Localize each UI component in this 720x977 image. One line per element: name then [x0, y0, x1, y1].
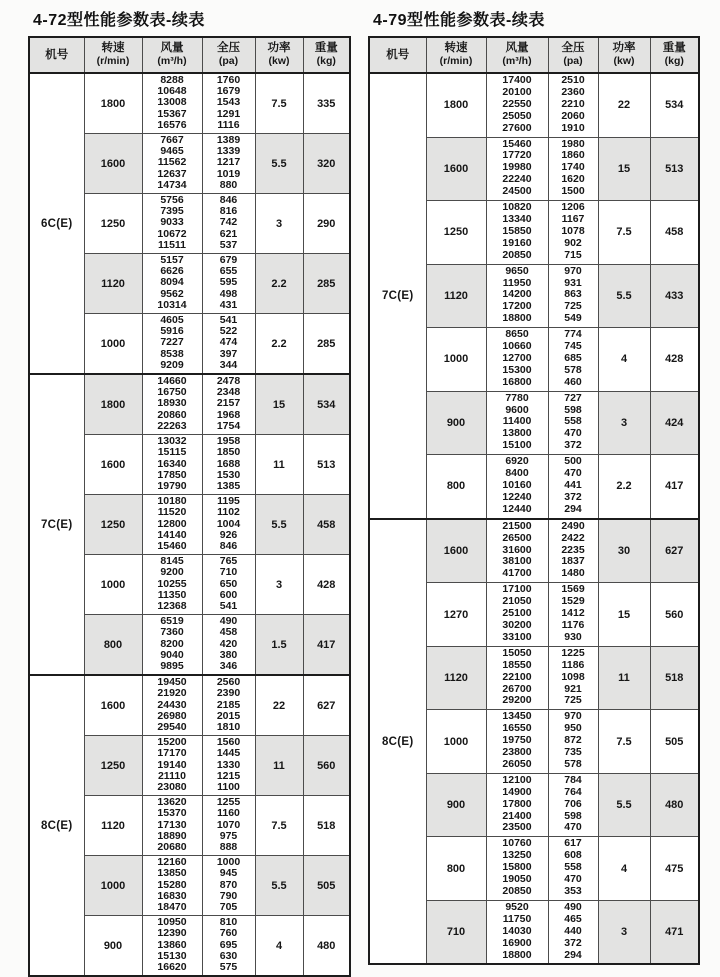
- speed-cell: 1250: [426, 201, 486, 265]
- table-4-72: [28, 36, 351, 977]
- weight-cell: 471: [650, 900, 699, 964]
- header-cell: 功率 (kw): [598, 37, 650, 73]
- speed-cell: 1800: [84, 73, 142, 134]
- flow-cell: 4605 5916 7227 8538 9209: [142, 314, 202, 375]
- pressure-cell: 541 522 474 397 344: [202, 314, 255, 375]
- speed-cell: 1600: [426, 137, 486, 201]
- speed-cell: 800: [84, 615, 142, 676]
- weight-cell: 428: [650, 328, 699, 392]
- header-cell: 全压 (pa): [548, 37, 598, 73]
- pressure-cell: 765 710 650 600 541: [202, 555, 255, 615]
- flow-cell: 14660 16750 18930 20860 22263: [142, 374, 202, 435]
- pressure-cell: 490 458 420 380 346: [202, 615, 255, 676]
- power-cell: 1.5: [255, 615, 303, 676]
- power-cell: 11: [255, 736, 303, 796]
- power-cell: 5.5: [255, 856, 303, 916]
- power-cell: 7.5: [598, 710, 650, 774]
- header-cell: 全压 (pa): [202, 37, 255, 73]
- weight-cell: 560: [303, 736, 350, 796]
- flow-cell: 6920 8400 10160 12240 12440: [486, 455, 548, 519]
- speed-cell: 1270: [426, 583, 486, 647]
- weight-cell: 505: [650, 710, 699, 774]
- weight-cell: 534: [303, 374, 350, 435]
- header-row: [29, 37, 350, 73]
- speed-cell: 1800: [84, 374, 142, 435]
- pressure-cell: 1206 1167 1078 902 715: [548, 201, 598, 265]
- power-cell: 3: [598, 900, 650, 964]
- speed-cell: 900: [426, 773, 486, 837]
- weight-cell: 513: [650, 137, 699, 201]
- pressure-cell: 2560 2390 2185 2015 1810: [202, 675, 255, 736]
- speed-cell: 1250: [84, 495, 142, 555]
- table-holder-4-79: [368, 36, 700, 965]
- table-holder-4-72: [28, 36, 351, 977]
- power-cell: 4: [255, 916, 303, 977]
- model-cell: 7C(E): [369, 73, 426, 519]
- flow-cell: 15050 18550 22100 26700 29200: [486, 646, 548, 710]
- power-cell: 4: [598, 328, 650, 392]
- flow-cell: 6519 7360 8200 9040 9895: [142, 615, 202, 676]
- weight-cell: 534: [650, 73, 699, 137]
- power-cell: 3: [598, 391, 650, 455]
- header-cell: 重量 (kg): [650, 37, 699, 73]
- speed-cell: 1600: [84, 675, 142, 736]
- weight-cell: 417: [650, 455, 699, 519]
- model-cell: 7C(E): [29, 374, 84, 675]
- flow-cell: 19450 21920 24430 26980 29540: [142, 675, 202, 736]
- weight-cell: 417: [303, 615, 350, 676]
- flow-cell: 12100 14900 17800 21400 23500: [486, 773, 548, 837]
- speed-cell: 1000: [426, 710, 486, 774]
- power-cell: 5.5: [598, 264, 650, 328]
- speed-cell: 1000: [84, 314, 142, 375]
- speed-cell: 1120: [84, 796, 142, 856]
- weight-cell: 513: [303, 435, 350, 495]
- flow-cell: 5756 7395 9033 10672 11511: [142, 194, 202, 254]
- power-cell: 2.2: [255, 314, 303, 375]
- flow-cell: 15460 17720 19980 22240 24500: [486, 137, 548, 201]
- weight-cell: 433: [650, 264, 699, 328]
- flow-cell: 13450 16550 19750 23800 26050: [486, 710, 548, 774]
- header-cell: 机号: [29, 37, 84, 73]
- power-cell: 7.5: [255, 73, 303, 134]
- power-cell: 7.5: [255, 796, 303, 856]
- pressure-cell: 1560 1445 1330 1215 1100: [202, 736, 255, 796]
- flow-cell: 9520 11750 14030 16900 18800: [486, 900, 548, 964]
- power-cell: 22: [598, 73, 650, 137]
- pressure-cell: 1389 1339 1217 1019 880: [202, 134, 255, 194]
- pressure-cell: 500 470 441 372 294: [548, 455, 598, 519]
- power-cell: 15: [598, 137, 650, 201]
- power-cell: 4: [598, 837, 650, 901]
- speed-cell: 800: [426, 837, 486, 901]
- weight-cell: 285: [303, 254, 350, 314]
- header-cell: 机号: [369, 37, 426, 73]
- weight-cell: 285: [303, 314, 350, 375]
- speed-cell: 1250: [84, 736, 142, 796]
- pressure-cell: 1760 1679 1543 1291 1116: [202, 73, 255, 134]
- model-cell: 8C(E): [369, 519, 426, 965]
- pressure-cell: 970 950 872 735 578: [548, 710, 598, 774]
- flow-cell: 15200 17170 19140 21110 23080: [142, 736, 202, 796]
- weight-cell: 505: [303, 856, 350, 916]
- flow-cell: 7667 9465 11562 12637 14734: [142, 134, 202, 194]
- flow-cell: 10180 11520 12800 14140 15460: [142, 495, 202, 555]
- speed-cell: 900: [84, 916, 142, 977]
- pressure-cell: 2478 2348 2157 1968 1754: [202, 374, 255, 435]
- pressure-cell: 1195 1102 1004 926 846: [202, 495, 255, 555]
- pressure-cell: 490 465 440 372 294: [548, 900, 598, 964]
- pressure-cell: 2490 2422 2235 1837 1480: [548, 519, 598, 583]
- speed-cell: 1600: [84, 435, 142, 495]
- flow-cell: 12160 13850 15280 16830 18470: [142, 856, 202, 916]
- pressure-cell: 1225 1186 1098 921 725: [548, 646, 598, 710]
- pressure-cell: 1000 945 870 790 705: [202, 856, 255, 916]
- power-cell: 3: [255, 194, 303, 254]
- flow-cell: 21500 26500 31600 38100 41700: [486, 519, 548, 583]
- speed-cell: 1120: [84, 254, 142, 314]
- header-cell: 风量 (m³/h): [486, 37, 548, 73]
- header-cell: 风量 (m³/h): [142, 37, 202, 73]
- weight-cell: 627: [303, 675, 350, 736]
- speed-cell: 1000: [84, 555, 142, 615]
- speed-cell: 1000: [426, 328, 486, 392]
- pressure-cell: 846 816 742 621 537: [202, 194, 255, 254]
- pressure-cell: 970 931 863 725 549: [548, 264, 598, 328]
- power-cell: 11: [255, 435, 303, 495]
- weight-cell: 458: [650, 201, 699, 265]
- power-cell: 15: [255, 374, 303, 435]
- power-cell: 5.5: [598, 773, 650, 837]
- pressure-cell: 784 764 706 598 470: [548, 773, 598, 837]
- pressure-cell: 2510 2360 2210 2060 1910: [548, 73, 598, 137]
- header-row: [369, 37, 699, 73]
- power-cell: 7.5: [598, 201, 650, 265]
- flow-cell: 9650 11950 14200 17200 18800: [486, 264, 548, 328]
- power-cell: 22: [255, 675, 303, 736]
- flow-cell: 10820 13340 15850 19160 20850: [486, 201, 548, 265]
- speed-cell: 900: [426, 391, 486, 455]
- speed-cell: 710: [426, 900, 486, 964]
- weight-cell: 475: [650, 837, 699, 901]
- pressure-cell: 727 598 558 470 372: [548, 391, 598, 455]
- table-title-4-79: 4-79型性能参数表-续表: [373, 12, 545, 29]
- flow-cell: 13620 15370 17130 18890 20680: [142, 796, 202, 856]
- table-section-4-72: [28, 7, 351, 977]
- power-cell: 15: [598, 583, 650, 647]
- table-row: [29, 73, 350, 134]
- speed-cell: 1000: [84, 856, 142, 916]
- flow-cell: 5157 6626 8094 9562 10314: [142, 254, 202, 314]
- weight-cell: 480: [650, 773, 699, 837]
- power-cell: 2.2: [255, 254, 303, 314]
- speed-cell: 1250: [84, 194, 142, 254]
- header-cell: 转速 (r/min): [84, 37, 142, 73]
- pressure-cell: 679 655 595 498 431: [202, 254, 255, 314]
- table-row: [29, 374, 350, 435]
- model-cell: 8C(E): [29, 675, 84, 976]
- weight-cell: 320: [303, 134, 350, 194]
- weight-cell: 518: [650, 646, 699, 710]
- table-row: [369, 519, 699, 583]
- power-cell: 3: [255, 555, 303, 615]
- power-cell: 11: [598, 646, 650, 710]
- flow-cell: 17100 21050 25100 30200 33100: [486, 583, 548, 647]
- table-row: [29, 675, 350, 736]
- pressure-cell: 810 760 695 630 575: [202, 916, 255, 977]
- table-title-4-72: 4-72型性能参数表-续表: [33, 12, 205, 29]
- table-section-4-79: [368, 7, 700, 977]
- flow-cell: 10760 13250 15800 19050 20850: [486, 837, 548, 901]
- header-cell: 功率 (kw): [255, 37, 303, 73]
- weight-cell: 428: [303, 555, 350, 615]
- speed-cell: 800: [426, 455, 486, 519]
- weight-cell: 627: [650, 519, 699, 583]
- flow-cell: 17400 20100 22550 25050 27600: [486, 73, 548, 137]
- speed-cell: 1600: [426, 519, 486, 583]
- model-cell: 6C(E): [29, 73, 84, 374]
- header-cell: 重量 (kg): [303, 37, 350, 73]
- pressure-cell: 1980 1860 1740 1620 1500: [548, 137, 598, 201]
- pressure-cell: 774 745 685 578 460: [548, 328, 598, 392]
- weight-cell: 290: [303, 194, 350, 254]
- table-4-79: [368, 36, 700, 965]
- header-cell: 转速 (r/min): [426, 37, 486, 73]
- pressure-cell: 1958 1850 1688 1530 1385: [202, 435, 255, 495]
- table-row: [369, 73, 699, 137]
- weight-cell: 335: [303, 73, 350, 134]
- power-cell: 5.5: [255, 134, 303, 194]
- flow-cell: 10950 12390 13860 15130 16620: [142, 916, 202, 977]
- speed-cell: 1800: [426, 73, 486, 137]
- speed-cell: 1120: [426, 646, 486, 710]
- weight-cell: 424: [650, 391, 699, 455]
- speed-cell: 1120: [426, 264, 486, 328]
- power-cell: 5.5: [255, 495, 303, 555]
- pressure-cell: 617 608 558 470 353: [548, 837, 598, 901]
- speed-cell: 1600: [84, 134, 142, 194]
- weight-cell: 518: [303, 796, 350, 856]
- flow-cell: 8650 10660 12700 15300 16800: [486, 328, 548, 392]
- pressure-cell: 1255 1160 1070 975 888: [202, 796, 255, 856]
- flow-cell: 8288 10648 13008 15367 16576: [142, 73, 202, 134]
- weight-cell: 458: [303, 495, 350, 555]
- pressure-cell: 1569 1529 1412 1176 930: [548, 583, 598, 647]
- flow-cell: 7780 9600 11400 13800 15100: [486, 391, 548, 455]
- flow-cell: 13032 15115 16340 17850 19790: [142, 435, 202, 495]
- flow-cell: 8145 9200 10255 11350 12368: [142, 555, 202, 615]
- power-cell: 30: [598, 519, 650, 583]
- weight-cell: 480: [303, 916, 350, 977]
- power-cell: 2.2: [598, 455, 650, 519]
- weight-cell: 560: [650, 583, 699, 647]
